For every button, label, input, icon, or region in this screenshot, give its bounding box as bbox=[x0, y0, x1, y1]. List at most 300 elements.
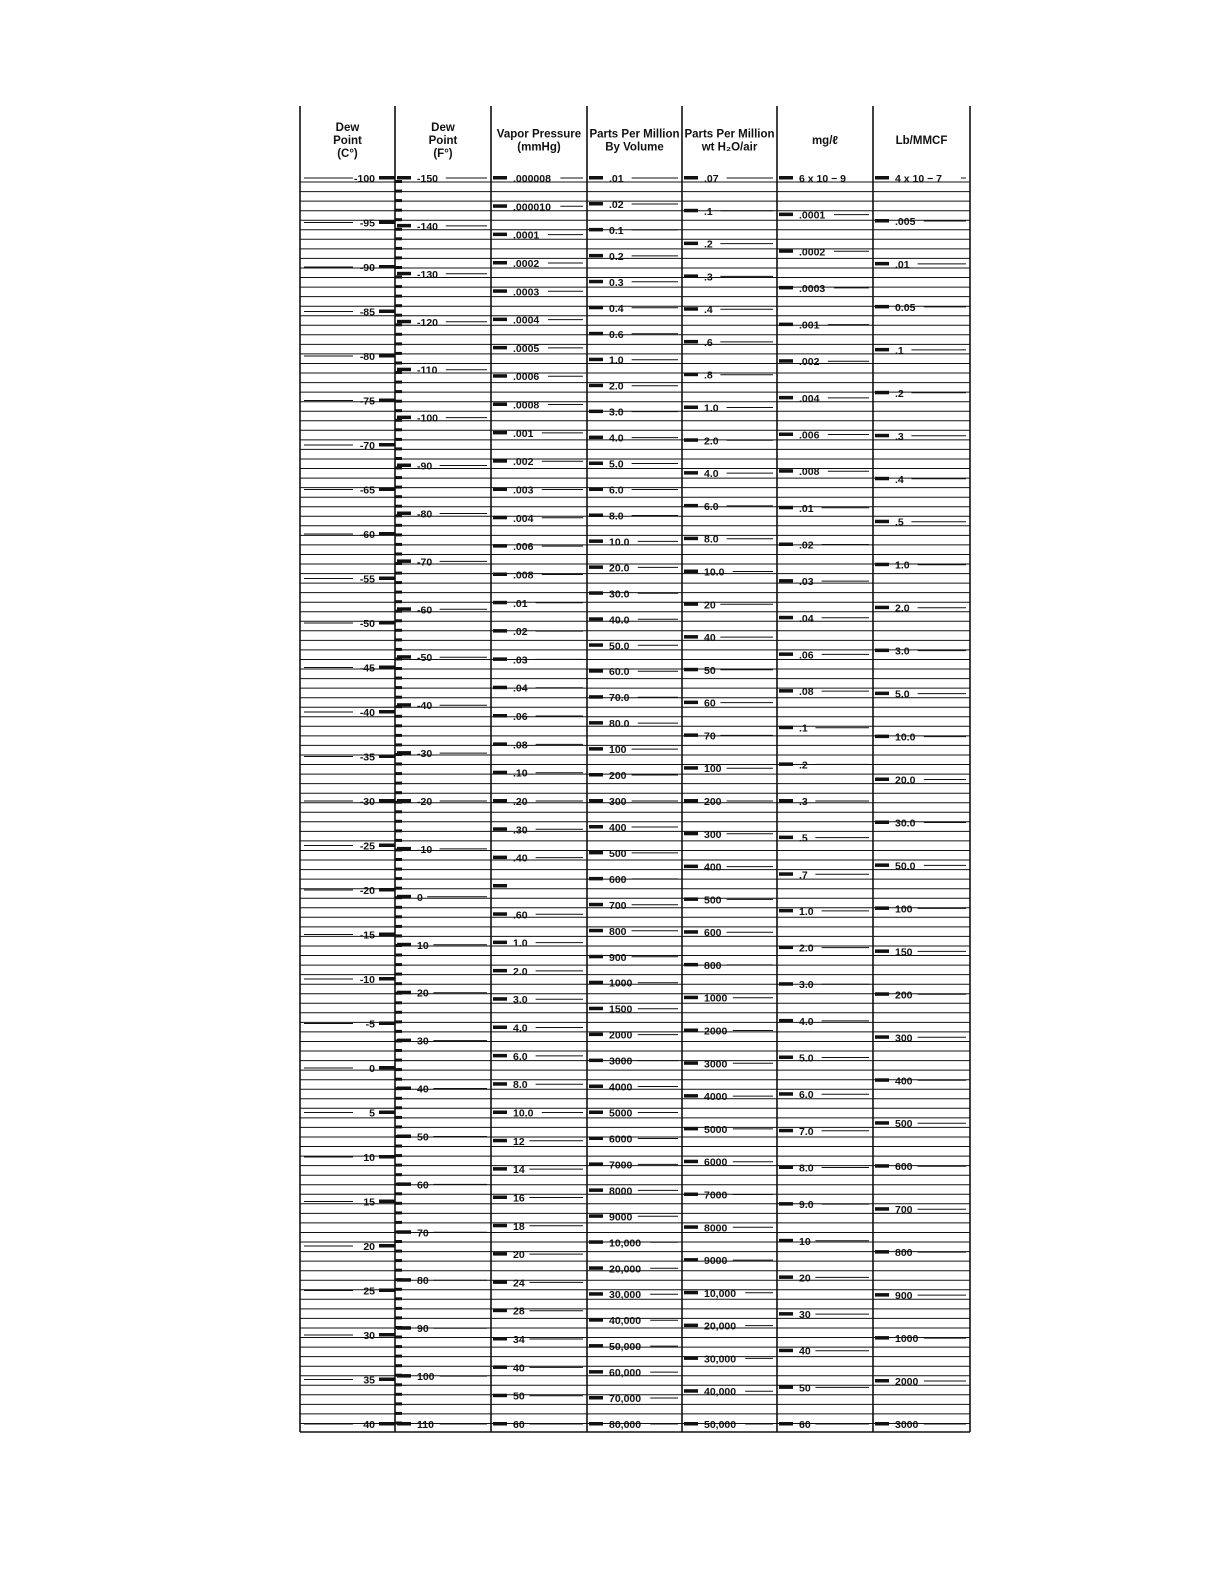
tick-mark bbox=[493, 346, 507, 350]
tick-label: 400 bbox=[895, 1075, 913, 1088]
tick-label: 40,000 bbox=[704, 1386, 737, 1399]
tick-label: -85 bbox=[359, 306, 375, 319]
tick-mark bbox=[397, 703, 411, 707]
scale-tick bbox=[395, 486, 402, 489]
tick-label: -100 bbox=[353, 173, 375, 185]
tick-label: .10 bbox=[513, 767, 528, 780]
tick-mark bbox=[779, 726, 793, 730]
tick-mark bbox=[684, 602, 698, 606]
tick-label: 0.6 bbox=[609, 328, 624, 341]
tick-label: 4.0 bbox=[704, 468, 719, 481]
tick-label: .3 bbox=[895, 430, 904, 443]
tick-mark bbox=[493, 204, 507, 208]
column-header-line: (F°) bbox=[433, 148, 453, 160]
tick-mark bbox=[493, 1394, 507, 1398]
scale-tick bbox=[395, 237, 402, 240]
scale-tick bbox=[395, 973, 402, 976]
tick-label: .02 bbox=[513, 626, 528, 639]
tick-mark bbox=[379, 176, 395, 180]
tick-label: -75 bbox=[359, 395, 375, 408]
tick-label: -35 bbox=[359, 751, 375, 764]
tick-mark bbox=[493, 176, 507, 180]
tick-mark bbox=[684, 307, 698, 311]
tick-label: .07 bbox=[704, 173, 719, 185]
tick-mark bbox=[589, 462, 603, 466]
tick-label: .0003 bbox=[799, 282, 826, 295]
tick-mark bbox=[875, 219, 889, 223]
tick-label: 60 bbox=[417, 1179, 429, 1192]
tick-label: 600 bbox=[704, 927, 722, 940]
tick-label: .6 bbox=[704, 336, 713, 349]
scale-tick bbox=[395, 1011, 402, 1014]
tick-label: 9000 bbox=[704, 1255, 728, 1268]
tick-mark bbox=[589, 877, 603, 881]
tick-mark bbox=[493, 629, 507, 633]
tick-mark bbox=[684, 1127, 698, 1131]
tick-mark bbox=[397, 799, 411, 803]
tick-label: 200 bbox=[704, 796, 722, 808]
scale-tick bbox=[395, 1307, 402, 1310]
tick-mark bbox=[875, 1336, 889, 1340]
tick-label: .01 bbox=[799, 502, 814, 515]
tick-label: -55 bbox=[359, 573, 375, 586]
tick-mark bbox=[589, 1188, 603, 1192]
tick-label: 600 bbox=[609, 873, 627, 886]
tick-label: 60,000 bbox=[609, 1367, 642, 1380]
scale-tick bbox=[395, 190, 402, 193]
tick-mark bbox=[684, 537, 698, 541]
tick-label: .06 bbox=[513, 711, 528, 723]
scale-tick bbox=[395, 1259, 402, 1262]
scale-tick bbox=[395, 1068, 402, 1071]
scale-tick bbox=[395, 1173, 402, 1176]
tick-label: 5000 bbox=[609, 1107, 633, 1120]
tick-mark bbox=[397, 1278, 411, 1282]
tick-label: 20.0 bbox=[609, 562, 630, 575]
tick-mark bbox=[589, 1266, 603, 1270]
tick-mark bbox=[875, 735, 889, 739]
tick-label: 700 bbox=[609, 899, 627, 912]
tick-label: 3.0 bbox=[609, 406, 624, 419]
scale-tick bbox=[395, 333, 402, 336]
tick-mark bbox=[875, 1164, 889, 1168]
tick-label: 100 bbox=[417, 1371, 435, 1384]
tick-label: 200 bbox=[609, 770, 627, 782]
scale-tick bbox=[395, 1030, 402, 1033]
tick-label: 2000 bbox=[704, 1025, 728, 1038]
tick-label: 1.0 bbox=[799, 905, 814, 918]
tick-mark bbox=[589, 228, 603, 232]
tick-label: 10 bbox=[417, 939, 429, 952]
tick-mark bbox=[493, 969, 507, 973]
tick-mark bbox=[397, 1374, 411, 1378]
tick-label: 100 bbox=[609, 744, 627, 757]
tick-label: 7.0 bbox=[799, 1125, 814, 1138]
tick-mark bbox=[684, 504, 698, 508]
tick-mark bbox=[397, 416, 411, 420]
scale-tick bbox=[395, 285, 402, 288]
scale-tick bbox=[395, 323, 402, 326]
tick-mark bbox=[493, 544, 507, 548]
tick-label: 0.4 bbox=[609, 302, 624, 315]
scale-tick bbox=[395, 1336, 402, 1339]
tick-label: 3.0 bbox=[895, 645, 910, 658]
tick-label: 40 bbox=[417, 1083, 429, 1096]
scale-tick bbox=[395, 1211, 402, 1214]
scale-tick bbox=[395, 934, 402, 937]
tick-label: 20,000 bbox=[609, 1263, 642, 1276]
scale-tick bbox=[395, 858, 402, 861]
tick-mark bbox=[493, 799, 507, 803]
tick-mark bbox=[493, 742, 507, 746]
tick-label: 50,000 bbox=[704, 1419, 737, 1431]
tick-mark bbox=[684, 1356, 698, 1360]
scale-tick bbox=[395, 696, 402, 699]
tick-label: .002 bbox=[799, 356, 820, 369]
scale-tick bbox=[395, 543, 402, 546]
scale-tick bbox=[395, 1316, 402, 1319]
tick-label: 700 bbox=[895, 1204, 913, 1217]
tick-mark bbox=[875, 949, 889, 953]
scale-tick bbox=[395, 820, 402, 823]
tick-label: 8.0 bbox=[799, 1162, 814, 1175]
tick-label: .8 bbox=[704, 369, 713, 382]
tick-mark bbox=[875, 1078, 889, 1082]
tick-mark bbox=[779, 579, 793, 583]
tick-mark bbox=[493, 318, 507, 322]
tick-mark bbox=[493, 941, 507, 945]
tick-label: 30.0 bbox=[895, 817, 916, 830]
tick-label: 30 bbox=[417, 1035, 429, 1048]
scale-tick bbox=[395, 1001, 402, 1004]
tick-label: 6.0 bbox=[704, 500, 719, 513]
tick-label: -20 bbox=[417, 796, 433, 808]
tick-mark bbox=[589, 903, 603, 907]
tick-mark bbox=[397, 847, 411, 851]
tick-mark bbox=[779, 1202, 793, 1206]
scale-tick bbox=[395, 619, 402, 622]
tick-label: .08 bbox=[799, 686, 814, 699]
tick-mark bbox=[684, 570, 698, 574]
scale-tick bbox=[395, 954, 402, 957]
tick-mark bbox=[779, 1056, 793, 1060]
tick-mark bbox=[684, 274, 698, 278]
tick-label: -110 bbox=[417, 364, 438, 377]
tick-label: .0008 bbox=[513, 399, 540, 412]
scale-tick bbox=[395, 438, 402, 441]
tick-label: 0 bbox=[417, 891, 423, 904]
scale-tick bbox=[395, 1383, 402, 1386]
tick-mark bbox=[493, 1111, 507, 1115]
tick-mark bbox=[589, 825, 603, 829]
scale-tick bbox=[395, 1049, 402, 1052]
tick-label: 20 bbox=[799, 1272, 811, 1285]
tick-label: 20 bbox=[513, 1249, 525, 1262]
scale-tick bbox=[395, 1297, 402, 1300]
tick-mark bbox=[379, 621, 395, 625]
scale-tick bbox=[395, 1221, 402, 1224]
tick-mark bbox=[493, 1252, 507, 1256]
tick-mark bbox=[379, 1111, 395, 1115]
tick-mark bbox=[397, 512, 411, 516]
tick-mark bbox=[493, 771, 507, 775]
tick-label: 400 bbox=[704, 861, 722, 874]
tick-label: 6000 bbox=[704, 1156, 728, 1169]
tick-label: .000010 bbox=[513, 201, 551, 214]
tick-mark bbox=[493, 912, 507, 916]
tick-label: .008 bbox=[799, 466, 820, 479]
scale-tick bbox=[395, 1250, 402, 1253]
tick-mark bbox=[397, 464, 411, 468]
tick-label: -65 bbox=[359, 484, 375, 497]
tick-mark bbox=[875, 563, 889, 567]
scale-tick bbox=[395, 743, 402, 746]
tick-label: .0002 bbox=[513, 258, 540, 270]
tick-mark bbox=[493, 997, 507, 1001]
tick-mark bbox=[397, 1182, 411, 1186]
tick-label: 5 bbox=[369, 1107, 375, 1120]
tick-label: 2.0 bbox=[704, 435, 719, 448]
tick-label: 600 bbox=[895, 1161, 913, 1174]
tick-label: 0.1 bbox=[609, 224, 624, 237]
tick-label: .0001 bbox=[799, 209, 826, 222]
tick-mark bbox=[379, 443, 395, 447]
tick-label: 100 bbox=[895, 903, 913, 916]
tick-mark bbox=[589, 1396, 603, 1400]
tick-label: -90 bbox=[359, 262, 375, 274]
tick-mark bbox=[684, 471, 698, 475]
tick-label: 1000 bbox=[895, 1333, 919, 1346]
tick-label: .01 bbox=[513, 597, 528, 610]
tick-label: 6.0 bbox=[609, 484, 624, 497]
scale-tick bbox=[395, 553, 402, 556]
tick-label: 80.0 bbox=[609, 718, 630, 731]
scale-tick bbox=[395, 906, 402, 909]
tick-mark bbox=[779, 359, 793, 363]
tick-label: .2 bbox=[799, 759, 808, 772]
tick-mark bbox=[779, 652, 793, 656]
scale-tick bbox=[395, 1164, 402, 1167]
tick-mark bbox=[397, 1087, 411, 1091]
tick-label: .01 bbox=[895, 258, 910, 271]
tick-mark bbox=[684, 209, 698, 213]
tick-mark bbox=[589, 254, 603, 258]
tick-label: .20 bbox=[513, 796, 528, 808]
scale-tick bbox=[395, 734, 402, 737]
scale-tick bbox=[395, 1355, 402, 1358]
scale-tick bbox=[395, 638, 402, 641]
tick-label: .4 bbox=[895, 473, 904, 486]
tick-mark bbox=[379, 755, 395, 759]
scale-tick bbox=[395, 276, 402, 279]
tick-mark bbox=[493, 459, 507, 463]
tick-mark bbox=[779, 506, 793, 510]
tick-label: 1000 bbox=[704, 992, 728, 1005]
tick-mark bbox=[684, 176, 698, 180]
tick-mark bbox=[493, 884, 507, 888]
tick-label: .03 bbox=[513, 654, 528, 667]
tick-label: 800 bbox=[895, 1247, 913, 1260]
tick-mark bbox=[684, 832, 698, 836]
tick-mark bbox=[684, 930, 698, 934]
tick-label: 20 bbox=[363, 1241, 375, 1253]
tick-label: .006 bbox=[513, 541, 534, 554]
tick-label: .5 bbox=[895, 516, 904, 529]
tick-label: -20 bbox=[359, 885, 375, 897]
tick-label: 1.0 bbox=[513, 937, 528, 950]
column-header-line: Parts Per Million bbox=[589, 128, 680, 141]
tick-mark bbox=[379, 1200, 395, 1204]
tick-mark bbox=[875, 821, 889, 825]
tick-mark bbox=[589, 929, 603, 933]
tick-label: 3000 bbox=[895, 1419, 919, 1431]
tick-mark bbox=[379, 221, 395, 225]
tick-mark bbox=[379, 399, 395, 403]
tick-mark bbox=[397, 991, 411, 995]
scale-tick bbox=[395, 371, 402, 374]
tick-label: 100 bbox=[704, 763, 722, 776]
tick-mark bbox=[397, 224, 411, 228]
scale-tick bbox=[395, 1078, 402, 1081]
scale-tick bbox=[395, 629, 402, 632]
tick-label: 25 bbox=[363, 1285, 375, 1298]
tick-label: -10 bbox=[359, 974, 375, 986]
tick-label: 4 x 10 − 7 bbox=[895, 173, 942, 185]
tick-mark bbox=[684, 897, 698, 901]
tick-label: 50 bbox=[513, 1390, 525, 1403]
tick-label: 8000 bbox=[704, 1222, 728, 1235]
tick-label: 800 bbox=[704, 959, 722, 972]
scale-tick bbox=[395, 591, 402, 594]
tick-mark bbox=[379, 310, 395, 314]
tick-mark bbox=[589, 202, 603, 206]
tick-mark bbox=[379, 354, 395, 358]
tick-label: .008 bbox=[513, 569, 534, 582]
tick-mark bbox=[684, 1225, 698, 1229]
tick-mark bbox=[875, 649, 889, 653]
tick-mark bbox=[493, 714, 507, 718]
tick-label: .006 bbox=[799, 429, 820, 442]
scale-tick bbox=[395, 1364, 402, 1367]
tick-mark bbox=[875, 434, 889, 438]
tick-label: 2.0 bbox=[513, 965, 528, 978]
tick-label: 10.0 bbox=[704, 566, 725, 579]
tick-mark bbox=[875, 391, 889, 395]
tick-label: 1.0 bbox=[704, 402, 719, 415]
tick-mark bbox=[875, 348, 889, 352]
tick-mark bbox=[493, 856, 507, 860]
scale-tick bbox=[395, 209, 402, 212]
tick-label: -30 bbox=[417, 748, 433, 761]
tick-label: .004 bbox=[799, 392, 820, 405]
tick-label: .000008 bbox=[513, 173, 551, 185]
scale-tick bbox=[395, 839, 402, 842]
tick-label: 5.0 bbox=[799, 1052, 814, 1065]
scale-tick bbox=[395, 352, 402, 355]
tick-label: 60 bbox=[799, 1419, 811, 1431]
tick-label: -10 bbox=[417, 843, 433, 856]
tick-mark bbox=[684, 340, 698, 344]
tick-mark bbox=[684, 1094, 698, 1098]
tick-mark bbox=[397, 320, 411, 324]
tick-mark bbox=[875, 606, 889, 610]
tick-mark bbox=[589, 773, 603, 777]
tick-label: 30.0 bbox=[609, 588, 630, 601]
scale-tick bbox=[395, 763, 402, 766]
tick-label: 500 bbox=[895, 1118, 913, 1131]
tick-mark bbox=[779, 323, 793, 327]
tick-label: 60 bbox=[704, 697, 716, 710]
scale-tick bbox=[395, 1116, 402, 1119]
tick-mark bbox=[684, 438, 698, 442]
tick-mark bbox=[589, 695, 603, 699]
tick-mark bbox=[684, 701, 698, 705]
scale-tick bbox=[395, 963, 402, 966]
tick-label: 900 bbox=[895, 1290, 913, 1303]
tick-mark bbox=[589, 1292, 603, 1296]
tick-label: 9.0 bbox=[799, 1199, 814, 1212]
tick-mark bbox=[397, 1230, 411, 1234]
scale-tick bbox=[395, 362, 402, 365]
scale-tick bbox=[395, 686, 402, 689]
tick-mark bbox=[379, 1244, 395, 1248]
tick-label: 5.0 bbox=[609, 458, 624, 471]
tick-mark bbox=[379, 1066, 395, 1070]
scale-tick bbox=[395, 1059, 402, 1062]
tick-label: 2.0 bbox=[609, 380, 624, 393]
column-header-line: Parts Per Million bbox=[684, 128, 775, 141]
tick-mark bbox=[493, 1224, 507, 1228]
scale-tick bbox=[395, 1097, 402, 1100]
tick-label: 3000 bbox=[609, 1055, 633, 1068]
tick-mark bbox=[379, 1333, 395, 1337]
scale-tick bbox=[395, 982, 402, 985]
tick-label: 15 bbox=[363, 1196, 375, 1209]
scale-tick bbox=[395, 1412, 402, 1415]
tick-mark bbox=[875, 1422, 889, 1426]
tick-mark bbox=[684, 635, 698, 639]
tick-mark bbox=[397, 272, 411, 276]
tick-label: .0004 bbox=[513, 314, 540, 327]
scale-tick bbox=[395, 1106, 402, 1109]
tick-label: 80 bbox=[417, 1275, 429, 1288]
tick-label: .03 bbox=[799, 576, 814, 589]
tick-label: 8.0 bbox=[609, 510, 624, 523]
tick-mark bbox=[779, 982, 793, 986]
tick-label: -80 bbox=[359, 351, 375, 363]
tick-label: .02 bbox=[609, 199, 624, 211]
scale-tick bbox=[395, 524, 402, 527]
tick-label: 40 bbox=[704, 632, 716, 645]
tick-label: .001 bbox=[513, 427, 534, 440]
tick-mark bbox=[493, 516, 507, 520]
scale-tick bbox=[395, 1020, 402, 1023]
tick-mark bbox=[397, 943, 411, 947]
tick-label: .0003 bbox=[513, 286, 540, 299]
tick-label: 500 bbox=[704, 894, 722, 907]
tick-label: 60 bbox=[513, 1419, 525, 1431]
scale-tick bbox=[395, 457, 402, 460]
tick-label: 10 bbox=[363, 1152, 375, 1164]
tick-label: .7 bbox=[799, 869, 808, 882]
tick-label: .5 bbox=[799, 832, 808, 845]
tick-label: 8000 bbox=[609, 1185, 633, 1198]
scale-tick bbox=[395, 409, 402, 412]
tick-label: 40 bbox=[363, 1419, 375, 1431]
tick-label: 6 x 10 − 9 bbox=[799, 173, 846, 185]
scale-tick bbox=[395, 447, 402, 450]
tick-mark bbox=[493, 1196, 507, 1200]
